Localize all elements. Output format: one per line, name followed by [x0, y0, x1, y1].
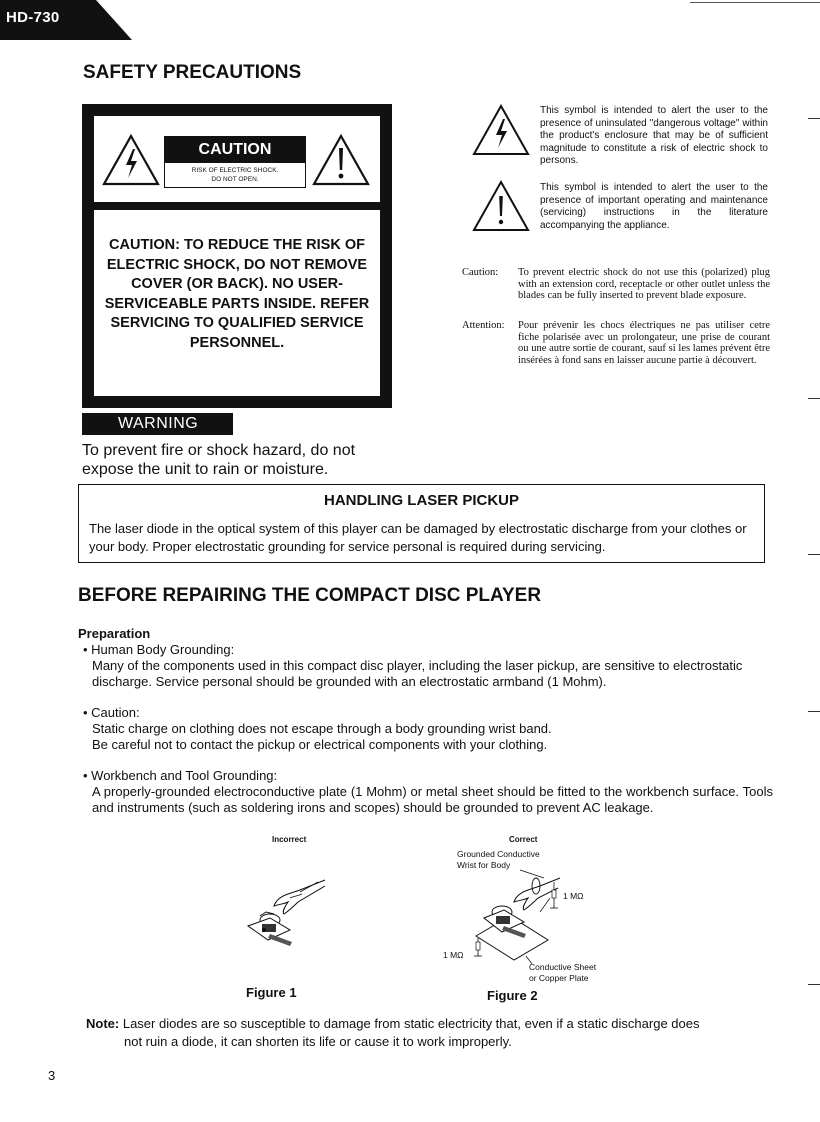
caution-sub-text: [165, 163, 305, 184]
lightning-symbol-icon: [472, 104, 530, 156]
figure-1-label: Incorrect: [272, 835, 307, 844]
margin-tick: [808, 984, 820, 985]
preparation-title: Preparation: [78, 626, 151, 641]
model-number: HD-730: [6, 9, 60, 26]
item3-title: • Workbench and Tool Grounding:: [83, 768, 278, 783]
attention-fr-block: [462, 320, 770, 366]
attention-fr-text: Pour prévenir les chocs électriques ne pas utiliser cetre fiche polarisée avec un prolongateur, une prise de courant ou une autre sortie de courant, sauf si les lames prévent être insérées à fond sans en laisser aucune partie à découvert.: [518, 320, 770, 366]
figure-2-resistor-top: 1 MΩ: [563, 891, 584, 901]
note-label: Note:: [86, 1016, 120, 1031]
item2-line-1: Static charge on clothing does not escape through a body grounding wrist band.: [92, 721, 552, 736]
caution-message: CAUTION: TO REDUCE THE RISK OF ELECTRIC SHOCK, DO NOT REMOVE COVER (OR BACK). NO USER-SERVICEABLE PARTS INSIDE. REFER SERVICING TO QUALIFIED SERVICE PERSONNEL.: [104, 237, 370, 351]
warning-label: WARNING: [82, 413, 233, 435]
item-caution: [83, 705, 773, 753]
sheet-note-line-1: Conductive Sheet: [529, 962, 597, 972]
figure-2-label: Correct: [509, 835, 538, 844]
item2-line-2: Be careful not to contact the pickup or electrical components with your clothing.: [92, 737, 548, 752]
caution-sub-line-1: RISK OF ELECTRIC SHOCK.: [191, 167, 279, 174]
item-human-body-grounding: [83, 642, 773, 690]
symbol-2-description: This symbol is intended to alert the user to the presence of important operating and maintenance (servicing) instructions in the literature accompanying the appliance.: [540, 182, 768, 231]
item2-title: • Caution:: [83, 705, 140, 720]
wrist-note-line-1: Grounded Conductive: [457, 849, 540, 859]
item-workbench-grounding: [83, 768, 773, 816]
warning-text: To prevent fire or shock hazard, do not expose the unit to rain or moisture.: [82, 442, 356, 478]
symbol-1-description: This symbol is intended to alert the user to the presence of uninsulated "dangerous voltage" within the product's enclosure that may be of sufficient magnitude to constitute a risk of electric shock to persons.: [540, 105, 768, 166]
note-text-1: Laser diodes are so susceptible to damage from static electricity that, even if a static discharge does: [122, 1016, 700, 1031]
caution-header-panel: [94, 116, 380, 202]
figure-1-caption: Figure 1: [246, 985, 297, 1000]
safety-heading: SAFETY PRECAUTIONS: [83, 62, 302, 83]
figure-2-caption: Figure 2: [487, 988, 538, 1003]
top-rule: [690, 2, 820, 3]
caution-en-text: To prevent electric shock do not use this (polarized) plug with an extension cord, receptacle or other outlet unless the blades can be fully inserted to prevent blade exposure.: [518, 267, 770, 302]
figure-1-illustration: [240, 872, 340, 952]
margin-tick: [808, 554, 820, 555]
margin-tick: [808, 398, 820, 399]
laser-pickup-box: [78, 484, 765, 563]
model-tab: [0, 0, 132, 40]
caution-sub-line-2: DO NOT OPEN.: [211, 176, 259, 183]
figure-2-sheet-note: [529, 962, 596, 984]
laser-text: The laser diode in the optical system of this player can be damaged by electrostatic discharge from your clothes or your body. Proper electrostatic grounding for service personal is required during servicing.: [89, 521, 747, 554]
repair-heading: BEFORE REPAIRING THE COMPACT DISC PLAYER: [78, 585, 542, 606]
caution-message-panel: [94, 210, 380, 396]
attention-fr-label: Attention:: [462, 320, 505, 331]
figure-2-illustration: [440, 868, 620, 968]
exclamation-symbol-icon: [472, 180, 530, 232]
item3-text: A properly-grounded electroconductive plate (1 Mohm) or metal sheet should be fitted to the workbench surface. Tools and instruments (such as soldering irons and scopes) should be grounded to prevent AC leakage.: [92, 784, 773, 815]
figure-2-resistor-left: 1 MΩ: [443, 950, 464, 960]
sheet-note-line-2: or Copper Plate: [529, 973, 589, 983]
item1-title: • Human Body Grounding:: [83, 642, 235, 657]
caution-label: [164, 136, 306, 188]
margin-tick: [808, 711, 820, 712]
laser-title: HANDLING LASER PICKUP: [323, 492, 519, 509]
note-block: [86, 1015, 786, 1051]
caution-label-text: CAUTION: [165, 137, 305, 163]
wrist-note-line-2: Wrist for Body: [457, 860, 511, 870]
caution-en-label: Caution:: [462, 267, 499, 278]
margin-tick: [808, 118, 820, 119]
item1-text: Many of the components used in this compact disc player, including the laser pickup, are sensitive to electrostatic discharge. Service personal should be grounded with an electrostatic armband (1 Mohm).: [92, 658, 743, 689]
caution-en-block: [462, 267, 770, 302]
note-text-2: not ruin a diode, it can shorten its life or cause it to work improperly.: [124, 1034, 512, 1049]
page-number: 3: [48, 1068, 56, 1083]
caution-box: [82, 104, 392, 408]
exclamation-warning-icon: [312, 134, 370, 186]
lightning-warning-icon: [102, 134, 160, 186]
